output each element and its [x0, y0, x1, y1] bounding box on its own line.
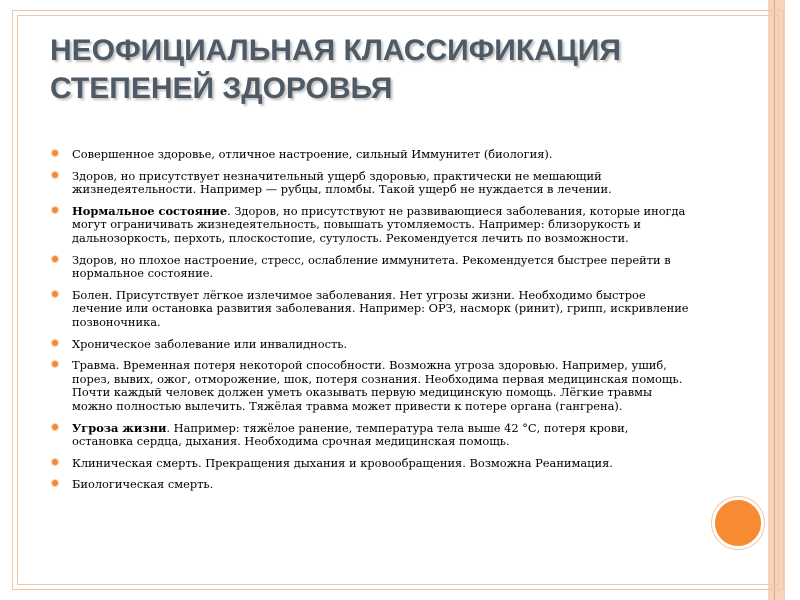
list-item	[52, 254, 692, 281]
item-text: Травма. Временная потеря некоторой способности. Возможна угроза здоровью. Например, ушиб, порез, вывих, ожог, отморожение, шок, потеря сознания. Необходима первая медицинская помощь. Почти каждый человек должен уметь оказывать первую медицинскую помощь. Лёгкие травмы можно полностью вылечить. Тяжёлая травма может привести к потере органа (гангрена).	[72, 358, 683, 413]
item-text: . Например: тяжёлое ранение, температура тела выше 42 °С, потеря крови, остановка сердца, дыхания. Необходима срочная медицинская помощь.	[72, 420, 629, 449]
bullet-icon	[52, 150, 58, 156]
bullet-icon	[52, 291, 58, 297]
decorative-circle	[712, 497, 764, 549]
item-text: Клиническая смерть. Прекращения дыхания и кровообращения. Возможна Реанимация.	[72, 455, 613, 470]
item-text: Здоров, но присутствует незначительный ущерб здоровью, практически не мешающий жизнедеятельности. Например — рубцы, пломбы. Такой ущерб не нуждается в лечении.	[72, 168, 612, 197]
item-text: Здоров, но плохое настроение, стресс, ослабление иммунитета. Рекомендуется быстрее перейти в нормальное состояние.	[72, 252, 671, 281]
item-bold-label: Угроза жизни	[72, 420, 167, 435]
list-item	[52, 457, 692, 471]
item-text: Хроническое заболевание или инвалидность.	[72, 336, 348, 351]
list-item	[52, 478, 692, 492]
bullet-icon	[52, 480, 58, 486]
item-text: Болен. Присутствует лёгкое излечимое заболевания. Нет угрозы жизни. Необходимо быстрое лечение или остановка развития заболевания. Например: ОРЗ, насморк (ринит), грипп, искривление позвоночника.	[72, 287, 689, 329]
slide-title: НЕОФИЦИАЛЬНАЯ КЛАССИФИКАЦИЯ СТЕПЕНЕЙ ЗДОРОВЬЯ	[50, 34, 621, 105]
bullet-icon	[52, 459, 58, 465]
item-bold-label: Нормальное состояние	[72, 203, 228, 218]
list-item	[52, 148, 692, 162]
list-item	[52, 338, 692, 352]
item-text: . Здоров, но присутствуют не развивающиеся заболевания, которые иногда могут ограничивать жизнедеятельность, повышать утомляемость. Например: близорукость и дальнозоркость, перхоть, плоскостопие, сутулость. Рекомендуется лечить по возможности.	[72, 203, 686, 245]
bullet-icon	[52, 207, 58, 213]
bullet-icon	[52, 424, 58, 430]
list-item	[52, 422, 692, 449]
list-item	[52, 170, 692, 197]
bullet-icon	[52, 361, 58, 367]
list-item	[52, 205, 692, 246]
bullet-icon	[52, 256, 58, 262]
bullet-icon	[52, 340, 58, 346]
list-item	[52, 359, 692, 413]
bullet-icon	[52, 172, 58, 178]
health-degrees-list	[52, 148, 692, 500]
item-text: Биологическая смерть.	[72, 477, 214, 492]
item-text: Совершенное здоровье, отличное настроение, сильный Иммунитет (биология).	[72, 147, 553, 161]
list-item	[52, 289, 692, 330]
